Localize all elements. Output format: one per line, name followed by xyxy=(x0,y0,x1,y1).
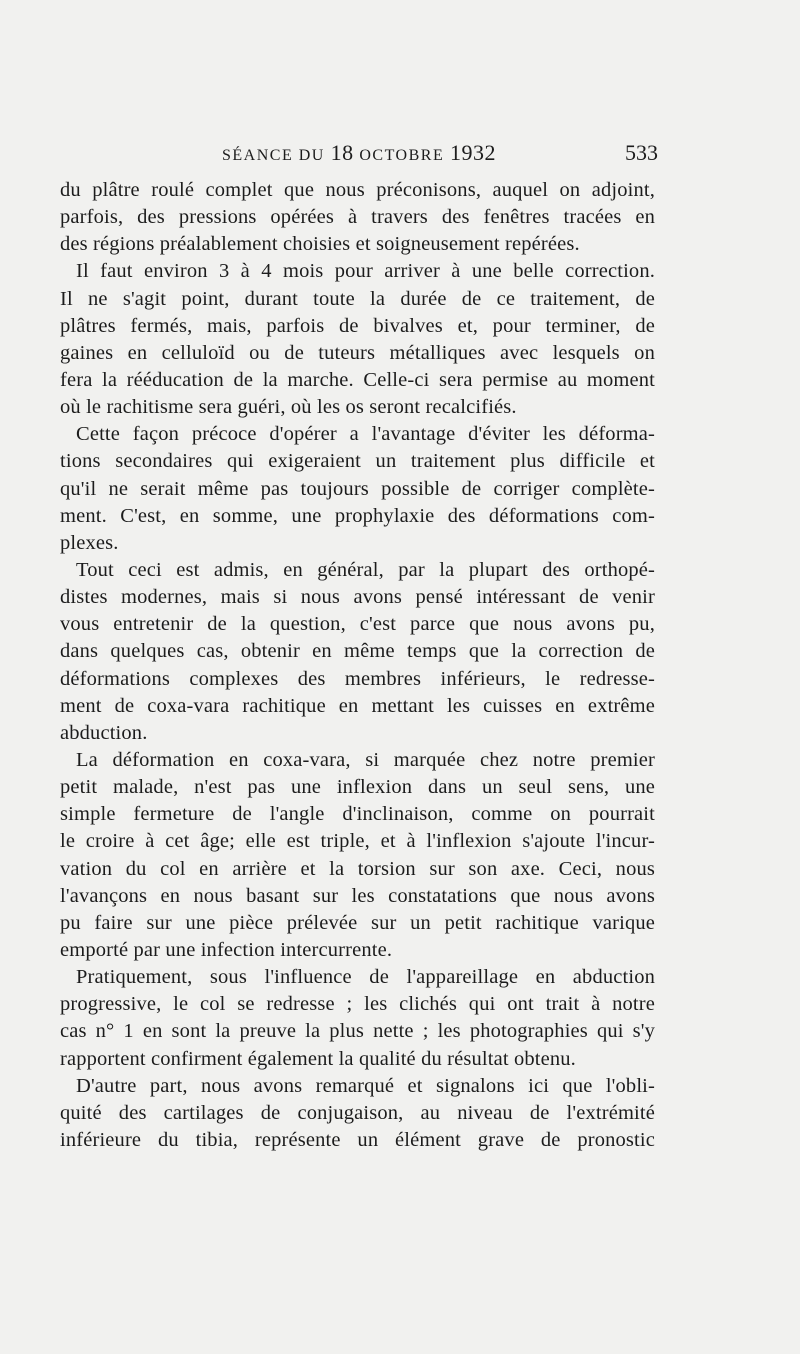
body-text xyxy=(60,177,655,1154)
text-line: des régions préalablement choisies et soigneusement repérées. xyxy=(60,233,580,256)
running-title xyxy=(60,140,658,166)
text-line: plâtres fermés, mais, parfois de bivalves et, pour terminer, de xyxy=(60,314,655,337)
text-line: fera la rééducation de la marche. Celle-ci sera permise au moment xyxy=(60,368,655,391)
text-line: quité des cartilages de conjugaison, au niveau de l'extrémité xyxy=(60,1101,655,1124)
text-line: petit malade, n'est pas une inflexion dans un seul sens, une xyxy=(60,776,655,799)
text-line: l'avançons en nous basant sur les constatations que nous avons xyxy=(60,884,655,907)
text-line: où le rachitisme sera guéri, où les os seront recalcifiés. xyxy=(60,396,517,419)
text-line: inférieure du tibia, représente un élément grave de pronostic xyxy=(60,1128,655,1151)
text-line: ment. C'est, en somme, une prophylaxie des déformations com- xyxy=(60,504,655,527)
text-line: Il faut environ 3 à 4 mois pour arriver à une belle correction. xyxy=(76,260,655,283)
text-line: simple fermeture de l'angle d'inclinaison, comme on pourrait xyxy=(60,803,655,826)
text-line: emporté par une infection intercurrente. xyxy=(60,938,393,961)
text-line: La déformation en coxa-vara, si marquée chez notre premier xyxy=(76,748,655,771)
paragraph xyxy=(60,964,655,1073)
text-line: Il ne s'agit point, durant toute la durée de ce traitement, de xyxy=(60,287,655,310)
text-line: Pratiquement, sous l'influence de l'appareillage en abduction xyxy=(76,966,655,989)
text-line: vation du col en arrière et la torsion sur son axe. Ceci, nous xyxy=(60,857,655,880)
title-year: 1932 xyxy=(449,140,496,165)
text-line: Tout ceci est admis, en général, par la plupart des orthopé- xyxy=(76,558,655,581)
text-line: qu'il ne serait même pas toujours possible de corriger complète- xyxy=(60,477,655,500)
text-line: Cette façon précoce d'opérer a l'avantage d'éviter les déforma- xyxy=(76,423,655,446)
running-head xyxy=(60,140,658,170)
text-line: du plâtre roulé complet que nous préconisons, auquel on adjoint, xyxy=(60,179,655,201)
text-line: tions secondaires qui exigeraient un traitement plus difficile et xyxy=(60,450,655,473)
text-line: parfois, des pressions opérées à travers des fenêtres tracées en xyxy=(60,206,655,229)
title-prefix: SÉANCE DU xyxy=(222,147,325,164)
text-line: vous entretenir de la question, c'est parce que nous avons pu, xyxy=(60,613,655,636)
paragraph xyxy=(60,258,655,421)
paragraph xyxy=(60,1073,655,1154)
text-line: le croire à cet âge; elle est triple, et à l'inflexion s'ajoute l'incur- xyxy=(60,830,655,853)
text-line: D'autre part, nous avons remarqué et signalons ici que l'obli- xyxy=(76,1074,655,1097)
paragraph xyxy=(60,557,655,747)
text-line: gaines en celluloïd ou de tuteurs métalliques avec lesquels on xyxy=(60,341,655,364)
paragraph xyxy=(60,421,655,557)
text-line: progressive, le col se redresse ; les clichés qui ont trait à notre xyxy=(60,993,655,1016)
page-number: 533 xyxy=(625,140,658,165)
text-line: ment de coxa-vara rachitique en mettant les cuisses en extrême xyxy=(60,694,655,717)
paragraph xyxy=(60,177,655,258)
text-line: distes modernes, mais si nous avons pensé intéressant de venir xyxy=(60,586,655,609)
text-line: dans quelques cas, obtenir en même temps que la correction de xyxy=(60,640,655,663)
paragraph xyxy=(60,747,655,964)
title-month: OCTOBRE xyxy=(359,147,445,164)
text-line: abduction. xyxy=(60,721,148,744)
text-line: rapportent confirment également la qualité du résultat obtenu. xyxy=(60,1047,576,1070)
text-line: déformations complexes des membres inférieurs, le redresse- xyxy=(60,667,655,690)
text-line: plexes. xyxy=(60,531,119,554)
title-day: 18 xyxy=(330,140,354,165)
text-line: pu faire sur une pièce prélevée sur un petit rachitique varique xyxy=(60,911,655,934)
text-line: cas n° 1 en sont la preuve la plus nette ; les photographies qui s'y xyxy=(60,1020,655,1043)
